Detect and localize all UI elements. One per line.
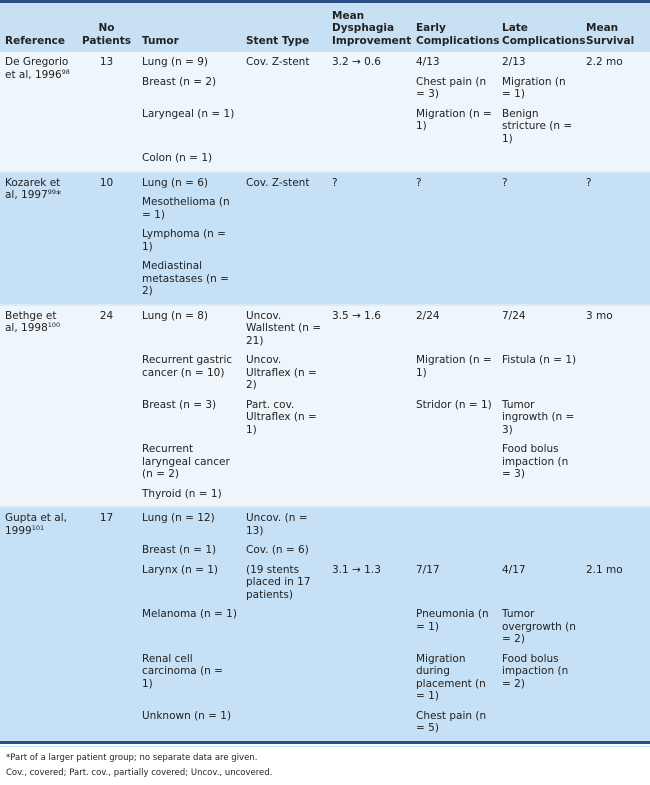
late-cell [497, 507, 581, 540]
dysphagia-cell [327, 706, 411, 741]
late-cell [497, 484, 581, 508]
late-cell [497, 439, 581, 484]
dysphagia-text: 3.2 → 0.6 [332, 56, 381, 68]
header-dysphagia: Mean Dysphagia Improvement [327, 3, 411, 52]
survival-cell [581, 395, 650, 440]
early-cell [411, 148, 497, 172]
late-text: 7/24 [502, 309, 526, 322]
reference-text: Kozarek et al, 1997 [5, 176, 61, 201]
dysphagia-cell [327, 148, 411, 172]
reference-text: De Gregorio et al, 1996 [5, 56, 69, 81]
late-text: Food bolus impaction (n = 2) [502, 652, 569, 690]
stent-cell [241, 256, 327, 305]
tumor-text: Thyroid (n = 1) [142, 487, 222, 500]
late-cell [497, 540, 581, 560]
dysphagia-text: ? [332, 176, 338, 189]
early-text: 7/17 [416, 563, 440, 576]
early-cell [411, 192, 497, 224]
late-cell [497, 350, 581, 395]
tumor-cell [137, 560, 241, 605]
late-cell [497, 706, 581, 741]
citation-number: 98 [61, 67, 70, 76]
late-text: Tumor overgrowth (n = 2) [502, 608, 576, 645]
tumor-cell [137, 484, 241, 508]
tumor-text: Breast (n = 3) [142, 398, 217, 411]
tumor-text: Recurrent gastric cancer (n = 10) [142, 354, 233, 379]
late-cell [497, 560, 581, 605]
tumor-cell [137, 72, 241, 104]
early-text: 2/24 [416, 309, 440, 322]
survival-text: 2.2 mo [586, 56, 623, 68]
early-cell [411, 560, 497, 605]
reference-text: Gupta et al, 1999 [5, 512, 67, 537]
early-cell [411, 395, 497, 440]
tumor-cell [137, 192, 241, 224]
early-text: Migration (n = 1) [416, 107, 492, 132]
late-cell [497, 305, 581, 351]
tumor-text: Lung (n = 6) [142, 176, 208, 189]
stent-text: Uncov. Ultraflex (n = 2) [246, 354, 317, 391]
patients-count: 24 [75, 305, 137, 508]
tumor-text: Melanoma (n = 1) [142, 608, 237, 620]
stent-cell [241, 148, 327, 172]
early-cell [411, 706, 497, 741]
stent-cell [241, 540, 327, 560]
stent-cell [241, 395, 327, 440]
stent-cell [241, 507, 327, 540]
stent-cell [241, 439, 327, 484]
early-cell [411, 604, 497, 649]
tumor-text: Colon (n = 1) [142, 152, 213, 164]
late-cell [497, 224, 581, 256]
early-text: Migration during placement (n = 1) [416, 652, 486, 702]
tumor-cell [137, 649, 241, 706]
tumor-text: Lymphoma (n = 1) [142, 228, 226, 253]
dysphagia-cell [327, 540, 411, 560]
tumor-text: Breast (n = 1) [142, 544, 217, 556]
table-row [0, 172, 650, 193]
patients-count: 13 [75, 52, 137, 172]
stent-cell [241, 224, 327, 256]
dysphagia-cell [327, 256, 411, 305]
late-text: Migration (n = 1) [502, 75, 566, 100]
late-text: 2/13 [502, 56, 526, 68]
dysphagia-text: 3.5 → 1.6 [332, 309, 381, 322]
survival-text: 3 mo [586, 309, 613, 322]
tumor-text: Mediastinal metastases (n = 2) [142, 260, 229, 297]
stent-studies-table [0, 3, 650, 741]
survival-cell [581, 148, 650, 172]
tumor-cell [137, 224, 241, 256]
survival-cell [581, 52, 650, 72]
early-text: 4/13 [416, 56, 440, 68]
late-cell [497, 649, 581, 706]
dysphagia-cell [327, 439, 411, 484]
late-text: Food bolus impaction (n = 3) [502, 443, 569, 480]
survival-cell [581, 104, 650, 149]
survival-cell [581, 649, 650, 706]
survival-cell [581, 540, 650, 560]
survival-cell [581, 484, 650, 508]
tumor-text: Recurrent laryngeal cancer (n = 2) [142, 443, 230, 480]
table-row [0, 507, 650, 540]
survival-cell [581, 350, 650, 395]
survival-cell [581, 256, 650, 305]
stent-cell [241, 192, 327, 224]
early-text: ? [416, 176, 422, 189]
stent-text: Cov. (n = 6) [246, 544, 309, 556]
dysphagia-cell [327, 560, 411, 605]
dysphagia-cell [327, 395, 411, 440]
tumor-cell [137, 104, 241, 149]
stent-cell [241, 560, 327, 605]
survival-cell [581, 305, 650, 351]
survival-cell [581, 604, 650, 649]
stent-cell [241, 172, 327, 193]
late-cell [497, 148, 581, 172]
stent-cell [241, 649, 327, 706]
reference-text: Bethge et al, 1998 [5, 309, 57, 334]
late-cell [497, 72, 581, 104]
tumor-cell [137, 507, 241, 540]
early-cell [411, 172, 497, 193]
stent-text: Part. cov. Ultraflex (n = 1) [246, 398, 317, 436]
reference-cell [0, 507, 75, 741]
dysphagia-cell [327, 350, 411, 395]
tumor-cell [137, 172, 241, 193]
table-body [0, 52, 650, 741]
late-cell [497, 192, 581, 224]
tumor-text: Lung (n = 9) [142, 56, 208, 68]
late-text: 4/17 [502, 563, 526, 576]
dysphagia-cell [327, 52, 411, 72]
early-text: Chest pain (n = 5) [416, 709, 487, 734]
stent-cell [241, 706, 327, 741]
stent-text: (19 stents placed in 17 patients) [246, 563, 311, 601]
early-text: Stridor (n = 1) [416, 398, 492, 411]
patients-count: 10 [75, 172, 137, 305]
dysphagia-cell [327, 484, 411, 508]
early-cell [411, 350, 497, 395]
citation-number: 99 [47, 188, 57, 196]
early-text: Migration (n = 1) [416, 354, 492, 379]
late-text: Fistula (n = 1) [502, 354, 577, 366]
late-cell [497, 172, 581, 193]
stent-text: Uncov. Wallstent (n = 21) [246, 309, 322, 347]
survival-cell [581, 439, 650, 484]
survival-cell [581, 560, 650, 605]
tumor-text: Renal cell carcinoma (n = 1) [142, 652, 223, 690]
tumor-cell [137, 350, 241, 395]
citation-number: 100 [47, 321, 61, 329]
early-cell [411, 507, 497, 540]
tumor-text: Laryngeal (n = 1) [142, 107, 235, 120]
tumor-text: Breast (n = 2) [142, 75, 217, 88]
early-cell [411, 484, 497, 508]
citation-number: 101 [31, 523, 45, 532]
early-cell [411, 104, 497, 149]
early-text: Pneumonia (n = 1) [416, 608, 489, 633]
reference-cell [0, 52, 75, 172]
stent-cell [241, 350, 327, 395]
survival-cell [581, 224, 650, 256]
table-row [0, 305, 650, 351]
tumor-text: Larynx (n = 1) [142, 563, 219, 576]
tumor-cell [137, 604, 241, 649]
survival-cell [581, 72, 650, 104]
reference-cell [0, 172, 75, 305]
dysphagia-cell [327, 192, 411, 224]
late-cell [497, 52, 581, 72]
survival-text: ? [586, 176, 592, 189]
dysphagia-cell [327, 649, 411, 706]
early-cell [411, 256, 497, 305]
early-cell [411, 72, 497, 104]
header-patients: No Patients [75, 3, 137, 52]
early-cell [411, 305, 497, 351]
survival-cell [581, 507, 650, 540]
tumor-cell [137, 52, 241, 72]
early-text: Chest pain (n = 3) [416, 75, 487, 100]
late-text: Tumor ingrowth (n = 3) [502, 398, 575, 436]
late-cell [497, 395, 581, 440]
late-cell [497, 604, 581, 649]
stent-cell [241, 104, 327, 149]
late-cell [497, 256, 581, 305]
table-header-row [0, 3, 650, 52]
stent-text: Cov. Z-stent [246, 56, 310, 68]
dysphagia-cell [327, 305, 411, 351]
tumor-text: Mesothelioma (n = 1) [142, 196, 230, 221]
late-cell [497, 104, 581, 149]
header-early-complications: Early Complications [411, 3, 497, 52]
survival-text: 2.1 mo [586, 563, 623, 576]
late-text: ? [502, 176, 508, 189]
reference-cell [0, 305, 75, 508]
table-row [0, 52, 650, 72]
stent-text: Cov. Z-stent [246, 176, 310, 189]
tumor-cell [137, 706, 241, 741]
dysphagia-cell [327, 604, 411, 649]
dysphagia-cell [327, 72, 411, 104]
stent-cell [241, 72, 327, 104]
dysphagia-cell [327, 224, 411, 256]
footnotes [0, 747, 650, 785]
survival-cell [581, 192, 650, 224]
tumor-cell [137, 148, 241, 172]
early-cell [411, 52, 497, 72]
stent-text: Uncov. (n = 13) [246, 512, 308, 537]
tumor-text: Unknown (n = 1) [142, 709, 232, 722]
footnote-abbreviations: Cov., covered; Part. cov., partially covered; Uncov., uncovered. [6, 767, 273, 778]
stent-cell [241, 484, 327, 508]
tumor-text: Lung (n = 12) [142, 512, 215, 524]
header-mean-survival: Mean Survival [581, 3, 650, 52]
early-cell [411, 224, 497, 256]
reference-asterisk: * [56, 189, 62, 201]
stent-cell [241, 604, 327, 649]
patients-count: 17 [75, 507, 137, 741]
early-cell [411, 540, 497, 560]
survival-cell [581, 172, 650, 193]
footnote-asterisk: *Part of a larger patient group; no separate data are given. [6, 752, 258, 763]
tumor-text: Lung (n = 8) [142, 309, 208, 322]
survival-cell [581, 706, 650, 741]
header-stent-type: Stent Type [241, 3, 327, 52]
tumor-cell [137, 256, 241, 305]
stent-cell [241, 52, 327, 72]
tumor-cell [137, 540, 241, 560]
late-text: Benign stricture (n = 1) [502, 107, 573, 145]
header-late-complications: Late Complications [497, 3, 581, 52]
early-cell [411, 649, 497, 706]
dysphagia-cell [327, 104, 411, 149]
stent-cell [241, 305, 327, 351]
header-reference: Reference [0, 3, 75, 52]
tumor-cell [137, 439, 241, 484]
early-cell [411, 439, 497, 484]
tumor-cell [137, 305, 241, 351]
dysphagia-text: 3.1 → 1.3 [332, 563, 381, 576]
dysphagia-cell [327, 507, 411, 540]
header-tumor: Tumor [137, 3, 241, 52]
dysphagia-cell [327, 172, 411, 193]
tumor-cell [137, 395, 241, 440]
